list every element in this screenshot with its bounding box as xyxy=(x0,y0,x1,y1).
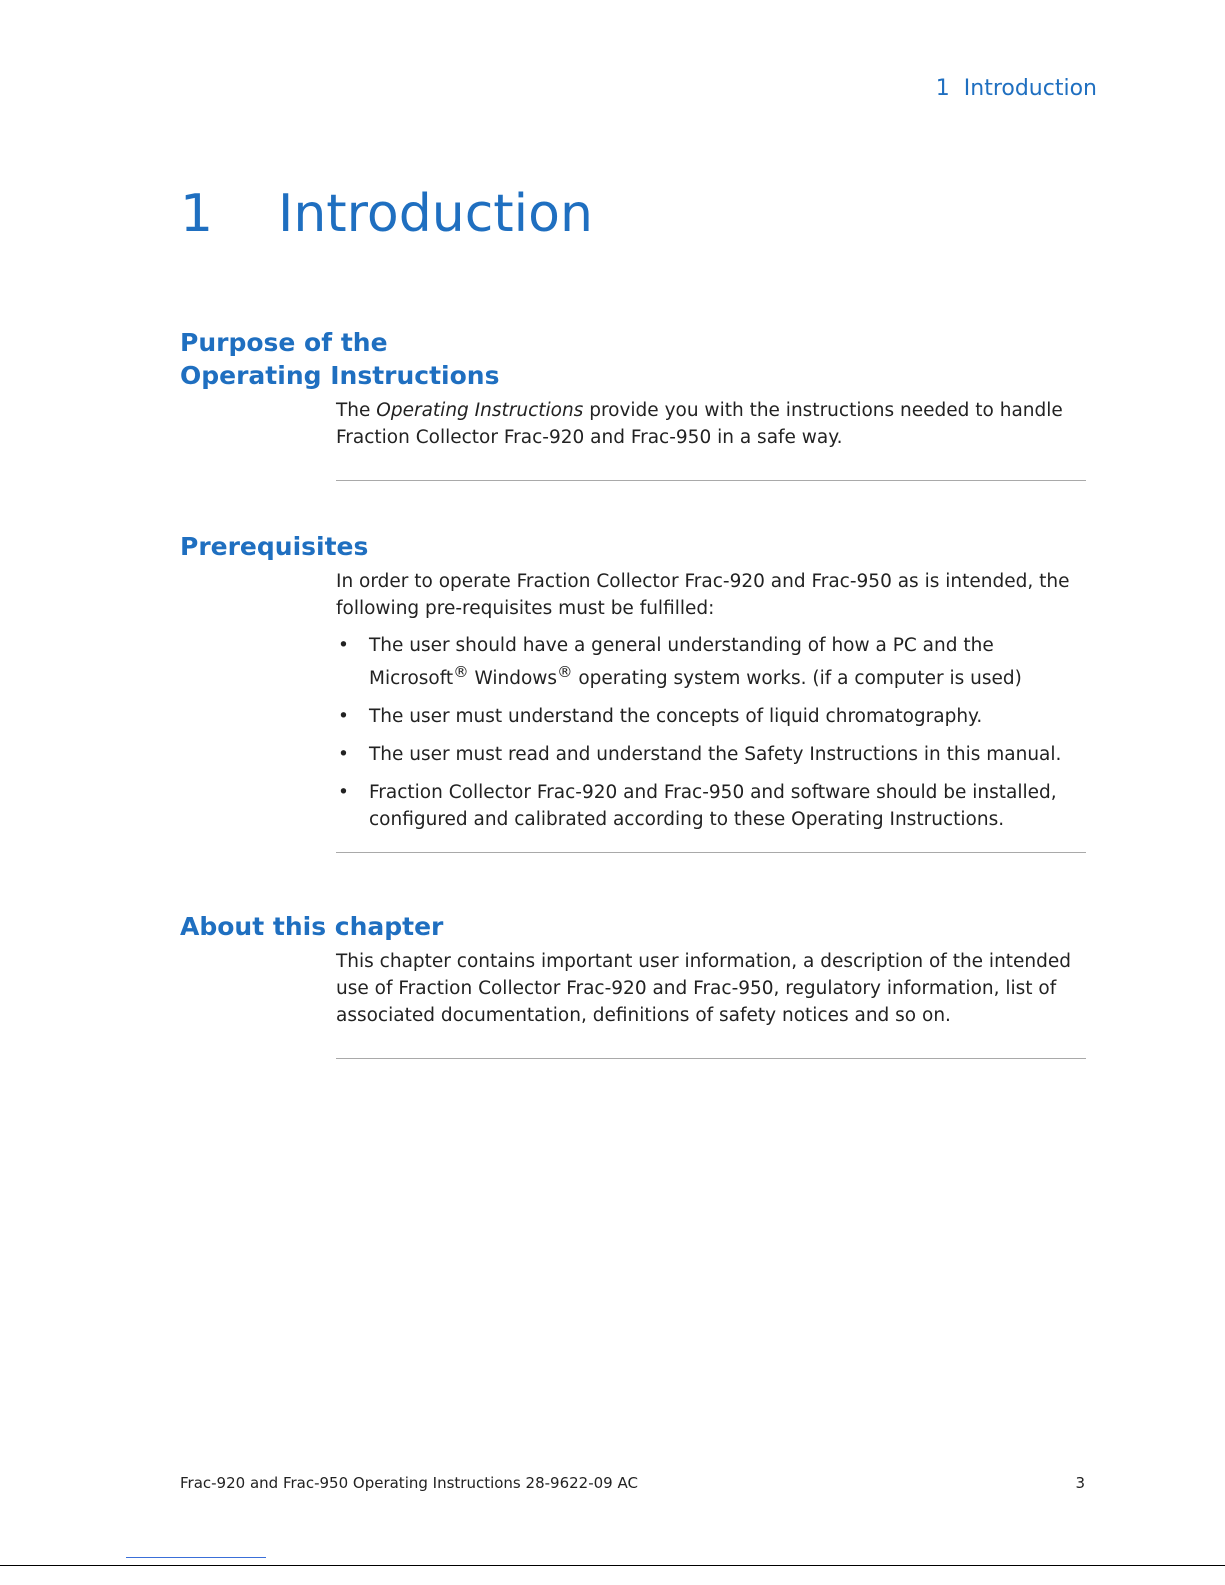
section-about xyxy=(180,910,1086,1059)
section-heading-purpose: Purpose of the Operating Instructions xyxy=(180,328,500,390)
purpose-text-pre: The xyxy=(336,400,377,421)
bullet-text-1b: Windows xyxy=(468,668,558,690)
list-item xyxy=(336,703,1086,730)
bullet-text-1c: operating system works. (if a computer is used) xyxy=(572,668,1022,690)
bullet-text-1a: The user should have a general understanding of how a PC and the Microsoft xyxy=(369,635,994,690)
bullet-text-4: Fraction Collector Frac-920 and Frac-950 and software should be installed, configured and calibrated according to these Operating Instructions. xyxy=(369,782,1057,831)
bullet-text-3: The user must read and understand the Safety Instructions in this manual. xyxy=(369,744,1062,766)
bullet-icon: • xyxy=(338,635,349,656)
prerequisites-list xyxy=(336,632,1086,833)
about-paragraph: This chapter contains important user information, a description of the intended use of Fraction Collector Frac-920 and Frac-950, regulatory information, list of associated documentation, definitions of safety notices and so on. xyxy=(336,951,1072,1026)
chapter-title xyxy=(180,186,593,243)
section-prerequisites xyxy=(180,530,1086,853)
section-divider xyxy=(336,480,1086,481)
link-underline[interactable] xyxy=(126,1557,266,1558)
registered-mark: ® xyxy=(453,663,469,681)
bullet-text-2: The user must understand the concepts of liquid chromatography. xyxy=(369,706,983,728)
registered-mark: ® xyxy=(557,663,573,681)
list-item xyxy=(336,632,1086,692)
chapter-title-text: Introduction xyxy=(278,184,593,244)
section-purpose xyxy=(180,326,1086,481)
section-divider xyxy=(336,1058,1086,1059)
section-body-about xyxy=(336,948,1086,1029)
section-heading-about: About this chapter xyxy=(180,912,444,941)
section-divider xyxy=(336,852,1086,853)
list-item xyxy=(336,779,1086,833)
purpose-text-post: provide you with the instructions needed to handle Fraction Collector Frac-920 and Frac-950 in a safe way. xyxy=(336,400,1063,448)
list-item xyxy=(336,741,1086,768)
running-header: 1 Introduction xyxy=(935,76,1097,101)
chapter-number: 1 xyxy=(180,184,214,244)
prerequisites-intro: In order to operate Fraction Collector Frac-920 and Frac-950 as is intended, the following pre-requisites must be fulfilled: xyxy=(336,571,1070,619)
page-edge xyxy=(0,1565,1225,1566)
bullet-icon: • xyxy=(338,706,349,728)
footer-document-title: Frac-920 and Frac-950 Operating Instructions 28-9622-09 AC xyxy=(180,1474,638,1492)
footer-page-number: 3 xyxy=(1075,1474,1085,1492)
section-heading-prerequisites: Prerequisites xyxy=(180,532,369,561)
section-body-prerequisites xyxy=(336,568,1086,833)
section-body-purpose xyxy=(336,397,1086,451)
purpose-paragraph xyxy=(336,397,1086,451)
bullet-icon: • xyxy=(338,782,349,804)
purpose-text-italic: Operating Instructions xyxy=(376,400,584,421)
bullet-icon: • xyxy=(338,744,349,766)
